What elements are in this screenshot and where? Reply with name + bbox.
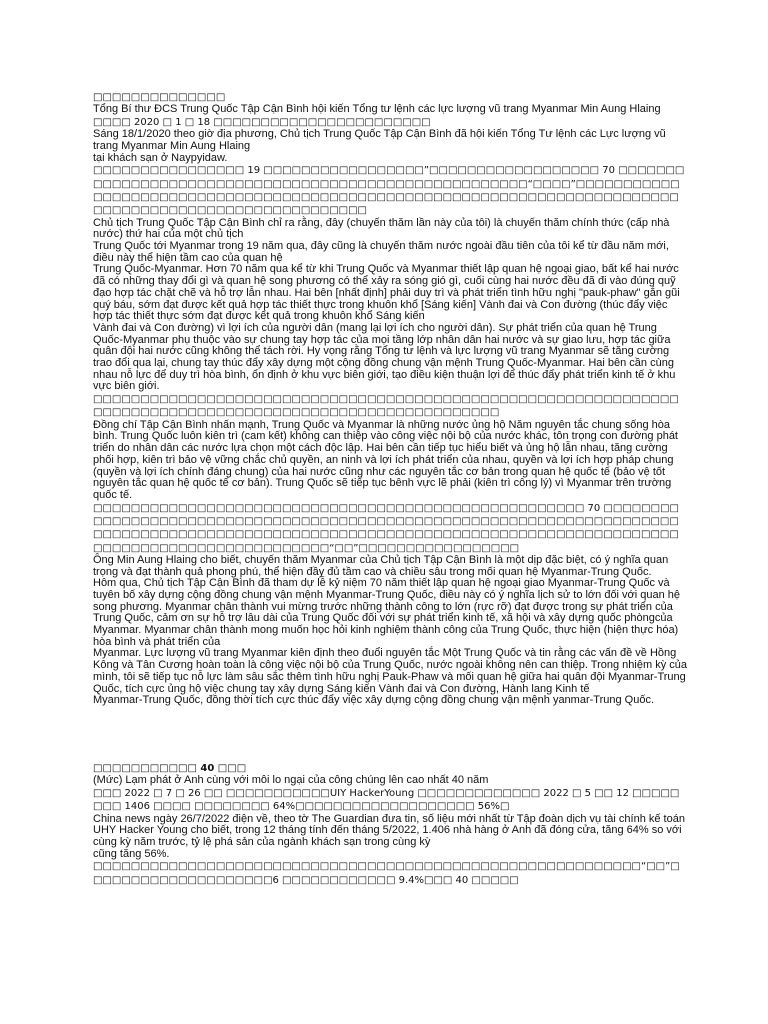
article-2 — [93, 762, 687, 887]
document-body — [93, 91, 687, 887]
cjk-paragraph: □□□□□□□□□□□□□□□□□□□□□□□□□□□□□□□□□□□□□□□□□□□□□□□□□□□□□□□□□□“□□”□□□□□□□□□□□□□□□□□□□□6 □□□□□□□□□□□□ 9.4%□□□ 40 □□□□□ — [93, 861, 680, 886]
paragraph: Đồng chí Tập Cận Bình nhấn mạnh, Trung Quốc và Myanmar là những nước ủng hộ Năm nguyên tắc chung sống hòa bình. Trung Quốc luôn kiên trì (cam kết) không can thiệp vào công việc nội bộ của nước khác, tôn trọng con đường phát triển do nhân dân các nước lựa chọn một cách độc lập. Hai bên cần tiếp tục hiểu biết và ủng hộ lẫn nhau, tăng cường phối hợp, kiên trì bảo vệ vững chắc chủ quyền, an ninh và lợi ích phát triển của nhau, quyền và lợi ích hợp pháp chung (quyền và lợi ích chính đáng chung) của hai nước cũng như các nguyên tắc cơ bản trong quan hệ quốc tế (bảo vệ tốt nguyên tắc quan hệ quốc tế cơ bản). Trung Quốc sẽ tiếp tục bênh vực lẽ phải (kiên trì công lý) vì Myanmar trên trường quốc tế. — [93, 418, 678, 501]
cjk-heading: □□□□□□□□□□□□□□ — [93, 92, 226, 103]
cjk-paragraph: □□□□□□□□□□□□□□□□ 19 □□□□□□□□□□□□□□□□□”□□□□□□□□□□□□□□□□□□ 70 □□□□□□□□□□□□□□□□□□□□□□□□□□□□□□□□□□□□□□□□□□□□□□□□□□□□□“□□□□”□□□□□□□□□□□□□□□□□□□□□□□□□□□□□□□□□□□□□□□□□□□□□□□□□□□□□□□□□□□□□□□□□□□□□□□□□□□□□□□□□□□□□□□□□□□□□□□□□□□□□□ — [93, 165, 685, 217]
article-1 — [93, 91, 687, 707]
cjk-heading: □□□□□□□□□□□ 40 □□□ — [93, 762, 247, 774]
paragraph: Hôm qua, Chủ tịch Tập Cận Bình đã tham dự lễ kỷ niệm 70 năm thiết lập quan hệ ngoại giao Myanmar-Trung Quốc và tuyên bố xây dựng cộng đồng chung vận mệnh Myanmar-Trung Quốc, điều này có ý nghĩa lịch sử to lớn đối với quan hệ song phương. Myanmar chân thành vui mừng trước những thành công to lớn (rực rỡ) đạt được trong sự phát triển của Trung Quốc, cảm ơn sự hỗ trợ lâu dài của Trung Quốc đối với sự phát triển kinh tế, xã hội và xây dựng quốc phòngcủa Myanmar. Myanmar chân thành mong muốn học hỏi kinh nghiệm thành công của Trung Quốc, thực hiện (hiện thực hóa) hòa bình và phát triển của — [93, 577, 681, 648]
location-line: tại khách sạn ở Naypyidaw. — [93, 151, 228, 164]
cjk-paragraph: □□□ 2022 □ 7 □ 26 □□ □□□□□□□□□□□UIY HackerYoung □□□□□□□□□□□□□ 2022 □ 5 □□ 12 □□□□□□□□ 1406 □□□□ □□□□□□□□ 64%□□□□□□□□□□□□□□□□□□□ 56%□ — [93, 787, 680, 813]
article-title: (Mức) Lạm phát ở Anh cùng với môi lo ngại của công chúng lên cao nhất 40 năm — [93, 774, 489, 787]
dateline: Sáng 18/1/2020 theo giờ địa phương, Chủ tịch Trung Quốc Tập Cận Bình đã hội kiến Tổng Tư lệnh các Lực lượng vũ trang Myanmar Min Aung Hlaing — [93, 128, 666, 152]
paragraph: Trung Quốc-Myanmar. Hơn 70 năm qua kể từ khi Trung Quốc và Myanmar thiết lập quan hệ ngoại giao, bất kể hai nước đã có những thay đổi gì và quan hệ song phương có thể xảy ra sóng gió gì, cuối cùng hai nước đều đã đi vào đúng quỹ đạo hợp tác chặt chẽ và hỗ trợ lẫn nhau. Hai bên [nhất định] phải duy trì và phát triển tình hữu nghị "pauk-phaw" gắn gũi quý báu, sớm đạt được kết quả hợp tác thiết thực trong khuôn khổ [Sáng kiến] Vành đai và Con đường (thúc đẩy việc hợp tác thiết thực sớm đạt được kết quả trong khuôn khổ Sáng kiến — [93, 263, 680, 323]
paragraph: Vành đai và Con đường) vì lợi ích của người dân (mang lại lợi ích cho người dân). Sự phát triển của quan hệ Trung Quốc-Myanmar phụ thuộc vào sự chung tay hợp tác của mọi tầng lớp nhân dân hai nước và sự giao lưu, hợp tác giữa quân đội hai nước cũng không thể tách rời. Hy vọng rằng Tổng tư lệnh và lực lượng vũ trang Myanmar sẽ tăng cường trao đổi qua lại, chung tay thúc đẩy xây dựng một cộng đồng chung vận mệnh Trung Quốc-Myanmar. Hai bên cần cùng nhau nỗ lực để duy trì hòa bình, ổn định ở khu vực biên giới, tạo điều kiện thuận lợi để thúc đẩy phát triển kinh tế ở khu vực biên giới. — [93, 321, 676, 393]
paragraph: Chủ tịch Trung Quốc Tập Cận Bình chỉ ra rằng, đây (chuyến thăm lần này của tôi) là chuyến thăm chính thức (cấp nhà nước) thứ hai của một chủ tịch — [93, 216, 670, 241]
paragraph: Trung Quốc tới Myanmar trong 19 năm qua, đây cũng là chuyến thăm nước ngoài đầu tiên của tôi kể từ đầu năm mới, điều này thể hiện tầm cao của quan hệ — [93, 240, 669, 264]
paragraph: China news ngày 26/7/2022 điện về, theo tờ The Guardian đưa tin, số liệu mới nhất từ Tập đoàn dịch vụ tài chính kế toán UHY Hacker Young cho biết, trong 12 tháng tính đến tháng 5/2022, 1.406 nhà hàng ở Anh đã đóng cửa, tăng 64% so với cùng kỳ năm trước, tỷ lệ phá sản của ngành khách sạn trong cùng kỳ — [93, 812, 685, 848]
cjk-paragraph: □□□□□□□□□□□□□□□□□□□□□□□□□□□□□□□□□□□□□□□□□□□□□□□□□□□□ 70 □□□□□□□□□□□□□□□□□□□□□□□□□□□□□□□□□□□□□□□□□□□□□□□□□□□□□□□□□□□□□□□□□□□□□□□□□□□□□□□□□□□□□□□□□□□□□□□□□□□□□□□□□□□□□□□□□□□□□□□□□□□□□□□□□□□□□□□□□□□□□□□□□□□□□□□□□□□□□“□□”□□□□□□□□□□□□□□□□□ — [93, 502, 679, 554]
article-title: Tổng Bí thư ĐCS Trung Quốc Tập Cận Bình hội kiến Tổng tư lệnh các lực lượng vũ trang Myanmar Min Aung Hlaing — [93, 103, 661, 116]
paragraph: Myanmar. Lực lượng vũ trang Myanmar kiên định theo đuổi nguyên tắc Một Trung Quốc và tin rằng các vấn đề về Hồng Kông và Tân Cương hoàn toàn là công việc nội bộ của Trung Quốc, nước ngoài không nên can thiệp. Trong nhiệm kỳ của mình, tôi sẽ tiếp tục nỗ lực làm sâu sắc thêm tình hữu nghị Pauk-Phaw và mối quan hệ giữa hai quân đội Myanmar-Trung Quốc, tích cực ủng hộ việc chung tay xây dựng Sáng kiến Vành đai và Con đường, Hành lang Kinh tế — [93, 647, 687, 695]
paragraph: Myanmar-Trung Quốc, đồng thời tích cực thúc đẩy việc xây dựng cộng đồng chung vận mệnh yanmar-Trung Quốc. — [93, 694, 655, 707]
cjk-dateline: □□□□ 2020 □ 1 □ 18 □□□□□□□□□□□□□□□□□□□□□□□ — [93, 117, 431, 128]
cjk-paragraph: □□□□□□□□□□□□□□□□□□□□□□□□□□□□□□□□□□□□□□□□□□□□□□□□□□□□□□□□□□□□□□□□□□□□□□□□□□□□□□□□□□□□□□□□□□□□□□□□□□□□□□□□□ — [93, 394, 679, 419]
paragraph: Ông Min Aung Hlaing cho biết, chuyến thăm Myanmar của Chủ tịch Tập Cận Bình là một dịp đặc biệt, có ý nghĩa quan trọng và đạt thành quả phong phú, thể hiện đầy đủ tầm cao và chiều sâu trong mối quan hệ Myanmar-Trung Quốc. — [93, 553, 669, 578]
paragraph: cũng tăng 56%. — [93, 847, 170, 860]
